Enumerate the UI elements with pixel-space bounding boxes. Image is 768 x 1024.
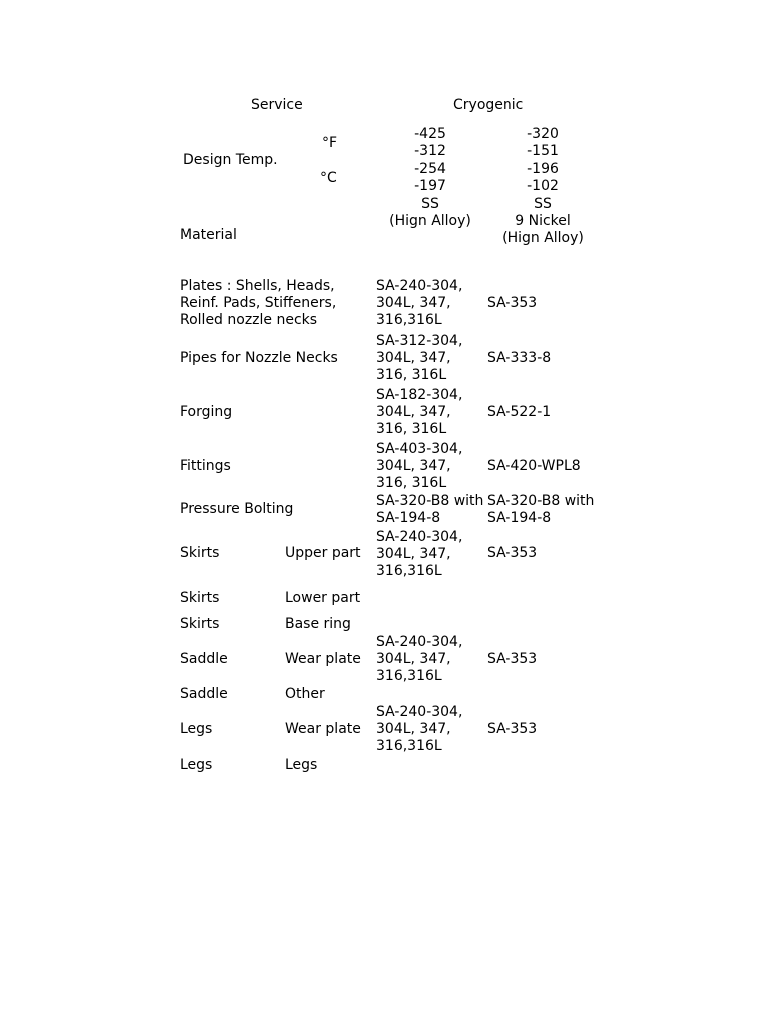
row-part: Plates : Shells, Heads, Reinf. Pads, Stiffeners, Rolled nozzle necks: [180, 278, 337, 328]
row-col1: SA-240-304, 304L, 347, 316,316L: [376, 529, 463, 579]
temp-col1-f-bottom: -312: [414, 143, 446, 159]
row-col2: SA-353: [487, 545, 538, 561]
row-sub: Legs: [285, 757, 318, 773]
row-col1: SA-240-304, 304L, 347, 316,316L: [376, 634, 463, 684]
row-col1: SA-240-304, 304L, 347, 316,316L: [376, 278, 463, 328]
row-part: Skirts: [180, 616, 220, 632]
row-col1: SA-403-304, 304L, 347, 316, 316L: [376, 441, 463, 491]
material-col2: SS 9 Nickel (Hign Alloy): [502, 196, 584, 246]
row-sub: Base ring: [285, 616, 351, 632]
row-col2: SA-420-WPL8: [487, 458, 581, 474]
unit-celsius: °C: [320, 170, 337, 186]
temp-col1-c-top: -254: [414, 161, 446, 177]
row-part: Forging: [180, 404, 233, 420]
temp-col2-c-bottom: -102: [527, 178, 559, 194]
row-sub: Other: [285, 686, 325, 702]
row-col2: SA-522-1: [487, 404, 552, 420]
temp-col1-c-bottom: -197: [414, 178, 446, 194]
temp-col2-f-top: -320: [527, 126, 559, 142]
row-sub: Lower part: [285, 590, 361, 606]
temp-col1-f-top: -425: [414, 126, 446, 142]
row-part: Pipes for Nozzle Necks: [180, 350, 338, 366]
row-part: Saddle: [180, 686, 228, 702]
row-col2: SA-353: [487, 295, 538, 311]
row-sub: Wear plate: [285, 651, 361, 667]
service-label: Service: [251, 97, 303, 113]
row-part: Fittings: [180, 458, 231, 474]
row-part: Saddle: [180, 651, 228, 667]
row-col1: SA-320-B8 with SA-194-8: [376, 493, 484, 526]
temp-col2-c-top: -196: [527, 161, 559, 177]
row-col2: SA-353: [487, 721, 538, 737]
row-col1: SA-182-304, 304L, 347, 316, 316L: [376, 387, 463, 437]
row-col1: SA-240-304, 304L, 347, 316,316L: [376, 704, 463, 754]
material-col1: SS (Hign Alloy): [389, 196, 471, 229]
row-part: Legs: [180, 721, 213, 737]
row-col2: SA-353: [487, 651, 538, 667]
design-temp-label: Design Temp.: [183, 152, 278, 168]
row-col1: SA-312-304, 304L, 347, 316, 316L: [376, 333, 463, 383]
row-part: Skirts: [180, 545, 220, 561]
unit-fahrenheit: °F: [322, 135, 338, 151]
row-col2: SA-320-B8 with SA-194-8: [487, 493, 595, 526]
service-value: Cryogenic: [453, 97, 524, 113]
temp-col2-f-bottom: -151: [527, 143, 559, 159]
row-part: Legs: [180, 757, 213, 773]
row-sub: Wear plate: [285, 721, 361, 737]
row-part: Pressure Bolting: [180, 501, 294, 517]
row-part: Skirts: [180, 590, 220, 606]
row-sub: Upper part: [285, 545, 361, 561]
material-label: Material: [180, 227, 237, 243]
row-col2: SA-333-8: [487, 350, 552, 366]
